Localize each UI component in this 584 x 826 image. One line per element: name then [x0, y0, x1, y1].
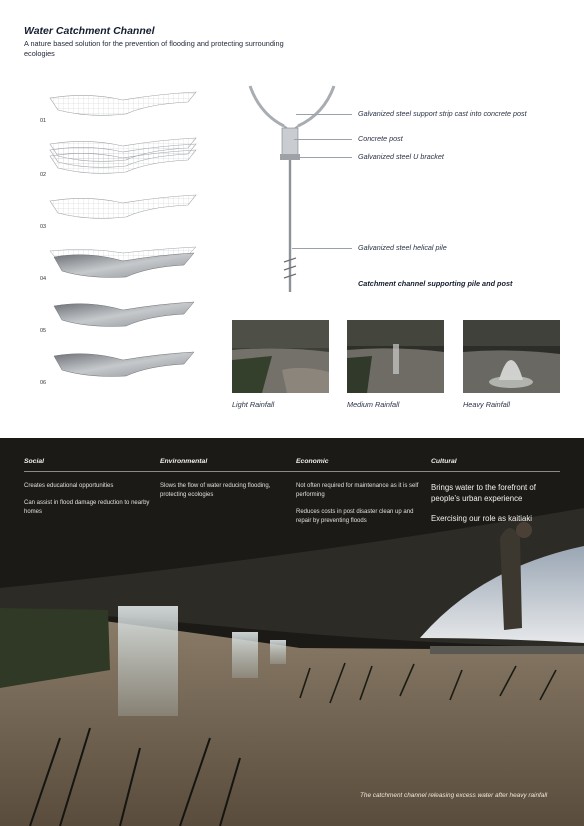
benefit-heading: Economic: [296, 458, 329, 465]
benefit-heading: Cultural: [431, 458, 457, 465]
mesh-layer-illustration: [48, 88, 198, 130]
assembly-step-03: [40, 193, 200, 243]
pile-post-diagram: [236, 84, 346, 300]
benefit-text-environmental: [160, 482, 290, 508]
callout-u-bracket: Galvanized steel U bracket: [358, 152, 444, 161]
heavy-rainfall-label: Heavy Rainfall: [463, 400, 511, 409]
benefit-column-environmental: [160, 458, 288, 465]
callout-leader-line: [294, 157, 352, 158]
benefit-text-economic: [296, 482, 422, 534]
shell-illustration: [48, 350, 198, 392]
benefit-point: Creates educational opportunities: [24, 483, 114, 489]
step-number: 01: [40, 118, 47, 124]
benefit-column-cultural: [431, 458, 559, 465]
benefit-text-cultural: [431, 482, 559, 533]
benefit-divider: [24, 471, 560, 472]
render-caption: The catchment channel releasing excess water after heavy rainfall: [360, 792, 548, 799]
mesh-layer-illustration: [48, 193, 198, 235]
benefit-heading: Environmental: [160, 458, 208, 465]
callout-concrete-post: Concrete post: [358, 134, 403, 143]
page-subtitle: A nature based solution for the prevention of flooding and protecting surrounding ecologies: [24, 39, 284, 58]
callout-helical-pile: Galvanized steel helical pile: [358, 243, 447, 252]
callout-leader-line: [294, 139, 352, 140]
step-number: 05: [40, 328, 47, 334]
callout-leader-line: [296, 114, 352, 115]
benefit-point: Slows the flow of water reducing flooding, protecting ecologies: [160, 483, 271, 498]
assembly-step-04: [40, 245, 200, 295]
callout-leader-line: [292, 248, 352, 249]
benefit-point: Brings water to the forefront of people’s urban experience: [431, 483, 536, 503]
light-rainfall-label: Light Rainfall: [232, 400, 275, 409]
callout-support-strip: Galvanized steel support strip cast into concrete post: [358, 109, 527, 118]
medium-rainfall-label: Medium Rainfall: [347, 400, 400, 409]
step-number: 04: [40, 276, 47, 282]
assembly-step-05: [40, 298, 200, 348]
benefit-column-economic: [296, 458, 424, 465]
light-rainfall-image: [232, 320, 329, 393]
assembly-step-01: [40, 88, 200, 138]
page-title: Water Catchment Channel: [24, 25, 155, 37]
benefit-point: Can assist in flood damage reduction to nearby homes: [24, 500, 150, 515]
benefit-point: Exercising our role as kaitiaki: [431, 514, 532, 523]
benefit-point: Not often required for maintenance as it is self performing: [296, 483, 419, 498]
step-number: 03: [40, 224, 47, 230]
benefit-heading: Social: [24, 458, 45, 465]
step-number: 06: [40, 380, 47, 386]
benefit-point: Reduces costs in post disaster clean up and repair by preventing floods: [296, 509, 414, 524]
heavy-rainfall-image: [463, 320, 560, 393]
step-number: 02: [40, 172, 47, 178]
assembly-step-02: [40, 138, 200, 188]
shell-illustration: [48, 298, 198, 340]
benefit-text-social: [24, 482, 152, 525]
medium-rainfall-image: [347, 320, 444, 393]
mesh-with-shell-illustration: [48, 245, 198, 287]
benefit-column-social: [24, 458, 152, 465]
stacked-mesh-illustration: [48, 138, 198, 180]
diagram-caption: Catchment channel supporting pile and post: [358, 279, 513, 288]
render-panel: [0, 438, 584, 826]
assembly-step-06: [40, 350, 200, 400]
